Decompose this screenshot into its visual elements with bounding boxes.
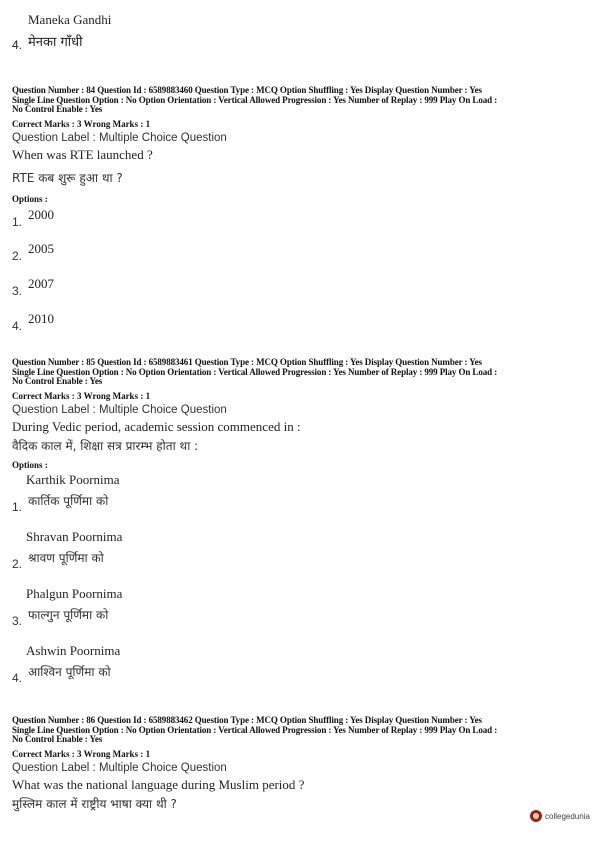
option-number: 4.: [12, 318, 23, 333]
question-label: Question Label : Multiple Choice Question: [12, 761, 227, 774]
option-text: Phalgun Poornima: [26, 585, 123, 601]
option-number: 1.: [12, 499, 23, 514]
option-number: 3.: [12, 283, 23, 298]
option-text: Karthik Poornima: [26, 471, 120, 487]
collegedunia-logo: [530, 810, 590, 822]
logo-text: collegedunia: [545, 811, 590, 821]
option-number: 4.: [12, 670, 23, 685]
meta-line: Question Number : 84 Question Id : 6589883460 Question Type : MCQ Option Shuffling : Yes Display Question Number : Yes: [12, 85, 482, 95]
option-text: Shravan Poornima: [26, 528, 123, 544]
option-number: 2.: [12, 556, 23, 571]
option-2[interactable]: [12, 238, 584, 273]
options-label: Options :: [12, 193, 48, 204]
question-label: Question Label : Multiple Choice Question: [12, 131, 227, 144]
question-text-english: What was the national language during Muslim period ?: [12, 776, 305, 792]
question-meta: [12, 86, 584, 115]
question-86-block: [12, 716, 584, 812]
meta-line: No Control Enable : Yes: [12, 734, 103, 745]
option-number: 2.: [12, 248, 23, 263]
meta-line: Single Line Question Option : No Option Orientation : Vertical Allowed Progression : Yes Number of Replay : 999 Play On Load :: [12, 94, 498, 105]
meta-line: Single Line Question Option : No Option Orientation : Vertical Allowed Progression : Yes Number of Replay : 999 Play On Load :: [12, 366, 498, 377]
option-number: 4.: [12, 38, 23, 52]
option-hindi-text: श्रावण पूर्णिमा को: [28, 550, 104, 565]
option-text: Ashwin Poornima: [26, 642, 121, 658]
option-hindi-text: कार्तिक पूर्णिमा को: [28, 493, 109, 508]
question-meta: [12, 716, 584, 745]
option-english-text: Maneka Gandhi: [28, 12, 112, 27]
question-text-hindi: वैदिक काल में, शिक्षा सत्र प्रारम्भ होता था :: [12, 438, 199, 453]
question-text-hindi: मुस्लिम काल में राष्ट्रीय भाषा क्या थी ?: [12, 796, 177, 811]
option-3[interactable]: [12, 584, 584, 641]
question-84-block: [12, 86, 584, 343]
option-1[interactable]: [12, 470, 584, 527]
meta-line: No Control Enable : Yes: [12, 376, 103, 387]
marks-line: Correct Marks : 3 Wrong Marks : 1: [12, 748, 151, 759]
marks-line: Correct Marks : 3 Wrong Marks : 1: [12, 390, 151, 401]
question-text-hindi: RTE कब शुरू हुआ था ?: [12, 170, 123, 185]
question-text-english: During Vedic period, academic session commenced in :: [12, 418, 301, 434]
option-hindi-text: मेनका गाँधी: [28, 35, 83, 50]
option-4[interactable]: [12, 641, 584, 698]
question-text-english: When was RTE launched ?: [12, 146, 153, 162]
option-hindi-text: आश्विन पूर्णिमा को: [28, 664, 111, 679]
meta-line: Question Number : 85 Question Id : 6589883461 Question Type : MCQ Option Shuffling : Yes Display Question Number : Yes: [12, 357, 482, 367]
option-4[interactable]: [12, 308, 584, 343]
option-2[interactable]: [12, 527, 584, 584]
option-1[interactable]: [12, 204, 584, 238]
option-number: 1.: [12, 214, 23, 229]
meta-line: No Control Enable : Yes: [12, 104, 103, 115]
question-label: Question Label : Multiple Choice Question: [12, 403, 227, 416]
option-text: 2005: [28, 240, 54, 256]
options-label: Options :: [12, 459, 48, 470]
option-text: 2010: [28, 310, 54, 326]
meta-line: Question Number : 86 Question Id : 6589883462 Question Type : MCQ Option Shuffling : Yes Display Question Number : Yes: [12, 715, 482, 725]
question-85-block: [12, 358, 584, 698]
option-text: 2007: [28, 275, 54, 291]
option-hindi-text: फाल्गुन पूर्णिमा को: [28, 607, 109, 622]
option-3[interactable]: [12, 273, 584, 308]
logo-icon: [530, 810, 542, 822]
option-number: 3.: [12, 613, 23, 628]
question-meta: [12, 358, 584, 387]
option-text: 2000: [28, 206, 54, 222]
meta-line: Single Line Question Option : No Option Orientation : Vertical Allowed Progression : Yes Number of Replay : 999 Play On Load :: [12, 724, 498, 735]
marks-line: Correct Marks : 3 Wrong Marks : 1: [12, 118, 151, 129]
